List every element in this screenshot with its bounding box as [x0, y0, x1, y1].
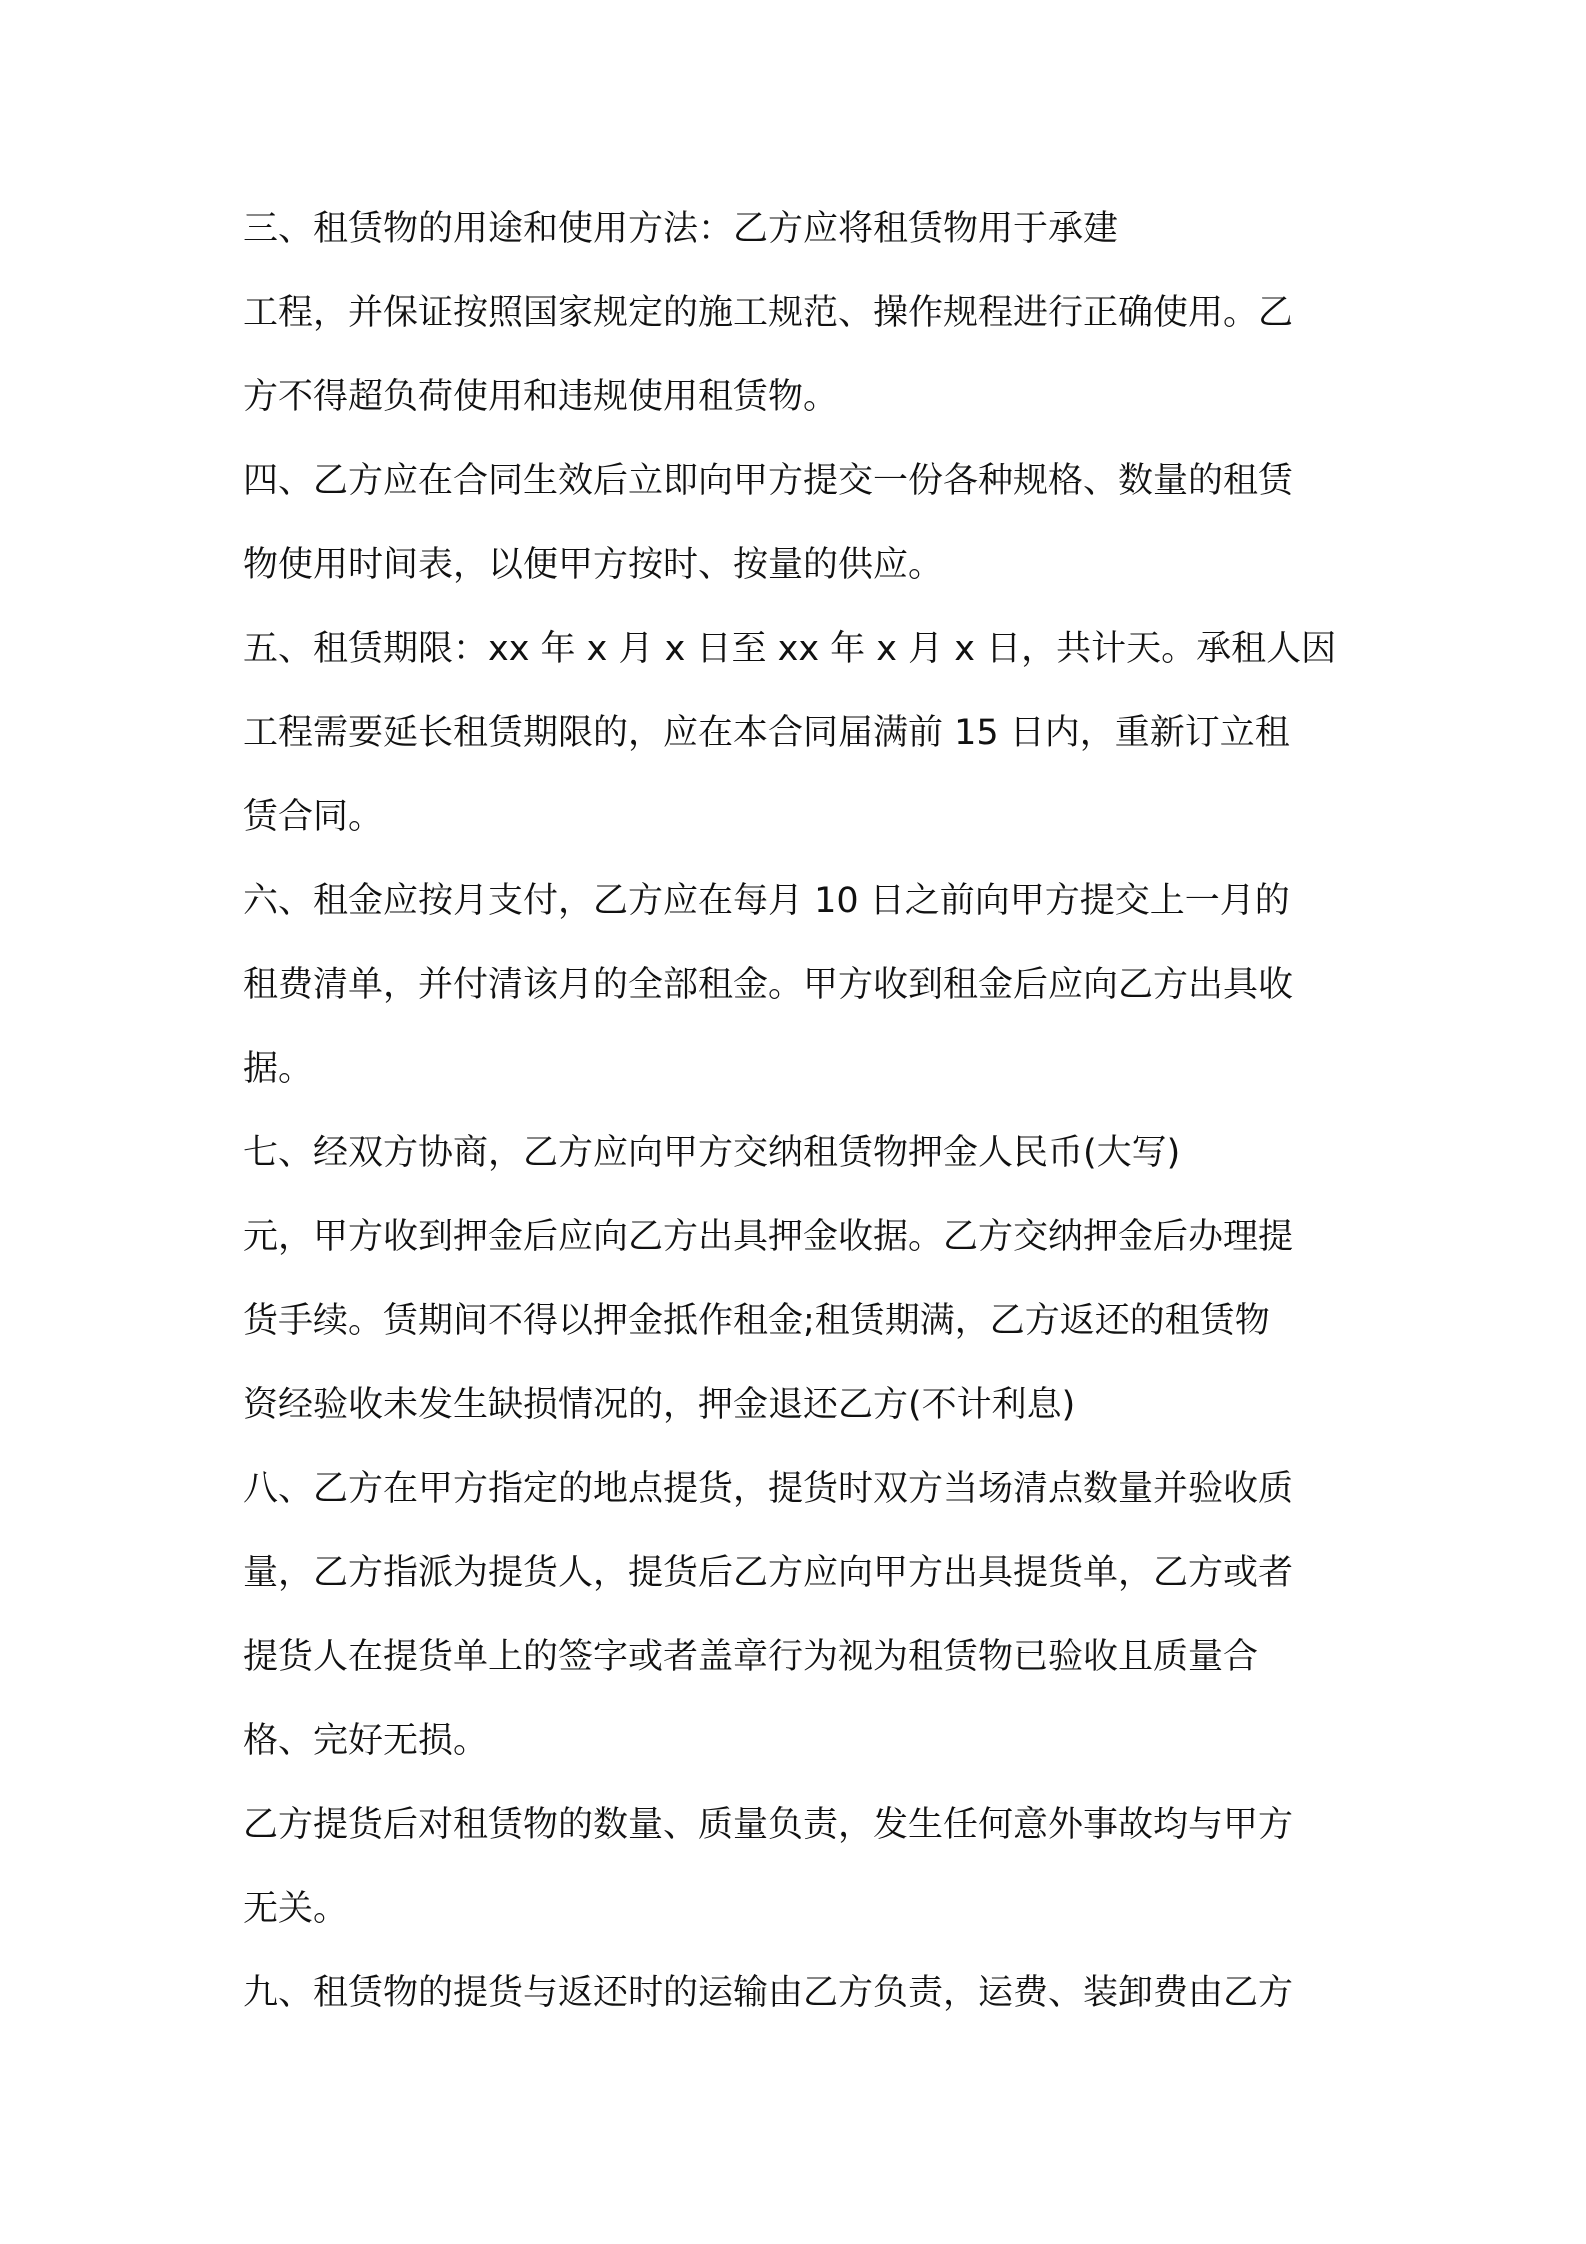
- text-line: 元，甲方收到押金后应向乙方出具押金收据。乙方交纳押金后办理提: [243, 1217, 1294, 1257]
- text-line: 工程需要延长租赁期限的，应在本合同届满前 15 日内，重新订立租: [243, 713, 1290, 753]
- text-line: 提货人在提货单上的签字或者盖章行为视为租赁物已验收且质量合: [243, 1637, 1259, 1677]
- text-line: 方不得超负荷使用和违规使用租赁物。: [243, 377, 839, 417]
- text-line: 资经验收未发生缺损情况的，押金退还乙方(不计利息): [243, 1385, 1076, 1425]
- text-line: 六、租金应按月支付，乙方应在每月 10 日之前向甲方提交上一月的: [243, 881, 1290, 921]
- text-line: 三、租赁物的用途和使用方法：乙方应将租赁物用于承建: [243, 209, 1119, 249]
- text-line: 租费清单，并付清该月的全部租金。甲方收到租金后应向乙方出具收: [243, 965, 1294, 1005]
- text-line: 八、乙方在甲方指定的地点提货，提货时双方当场清点数量并验收质: [243, 1469, 1294, 1509]
- text-line: 据。: [243, 1049, 314, 1089]
- text-line: 七、经双方协商，乙方应向甲方交纳租赁物押金人民币(大写): [243, 1133, 1181, 1173]
- text-line: 五、租赁期限：xx 年 x 月 x 日至 xx 年 x 月 x 日，共计天。承租人因: [243, 629, 1337, 669]
- text-line: 乙方提货后对租赁物的数量、质量负责，发生任何意外事故均与甲方: [243, 1805, 1294, 1845]
- text-line: 四、乙方应在合同生效后立即向甲方提交一份各种规格、数量的租赁: [243, 461, 1294, 501]
- text-line: 九、租赁物的提货与返还时的运输由乙方负责，运费、装卸费由乙方: [243, 1973, 1294, 2013]
- text-line: 物使用时间表，以便甲方按时、按量的供应。: [243, 545, 944, 585]
- contract-text: [243, 199, 1363, 2047]
- text-line: 格、完好无损。: [243, 1721, 489, 1761]
- text-line: 赁合同。: [243, 797, 384, 837]
- text-line: 工程，并保证按照国家规定的施工规范、操作规程进行正确使用。乙: [243, 293, 1294, 333]
- text-line: 货手续。赁期间不得以押金抵作租金;租赁期满，乙方返还的租赁物: [243, 1301, 1270, 1341]
- text-line: 量，乙方指派为提货人，提货后乙方应向甲方出具提货单，乙方或者: [243, 1553, 1294, 1593]
- text-line: 无关。: [243, 1889, 349, 1929]
